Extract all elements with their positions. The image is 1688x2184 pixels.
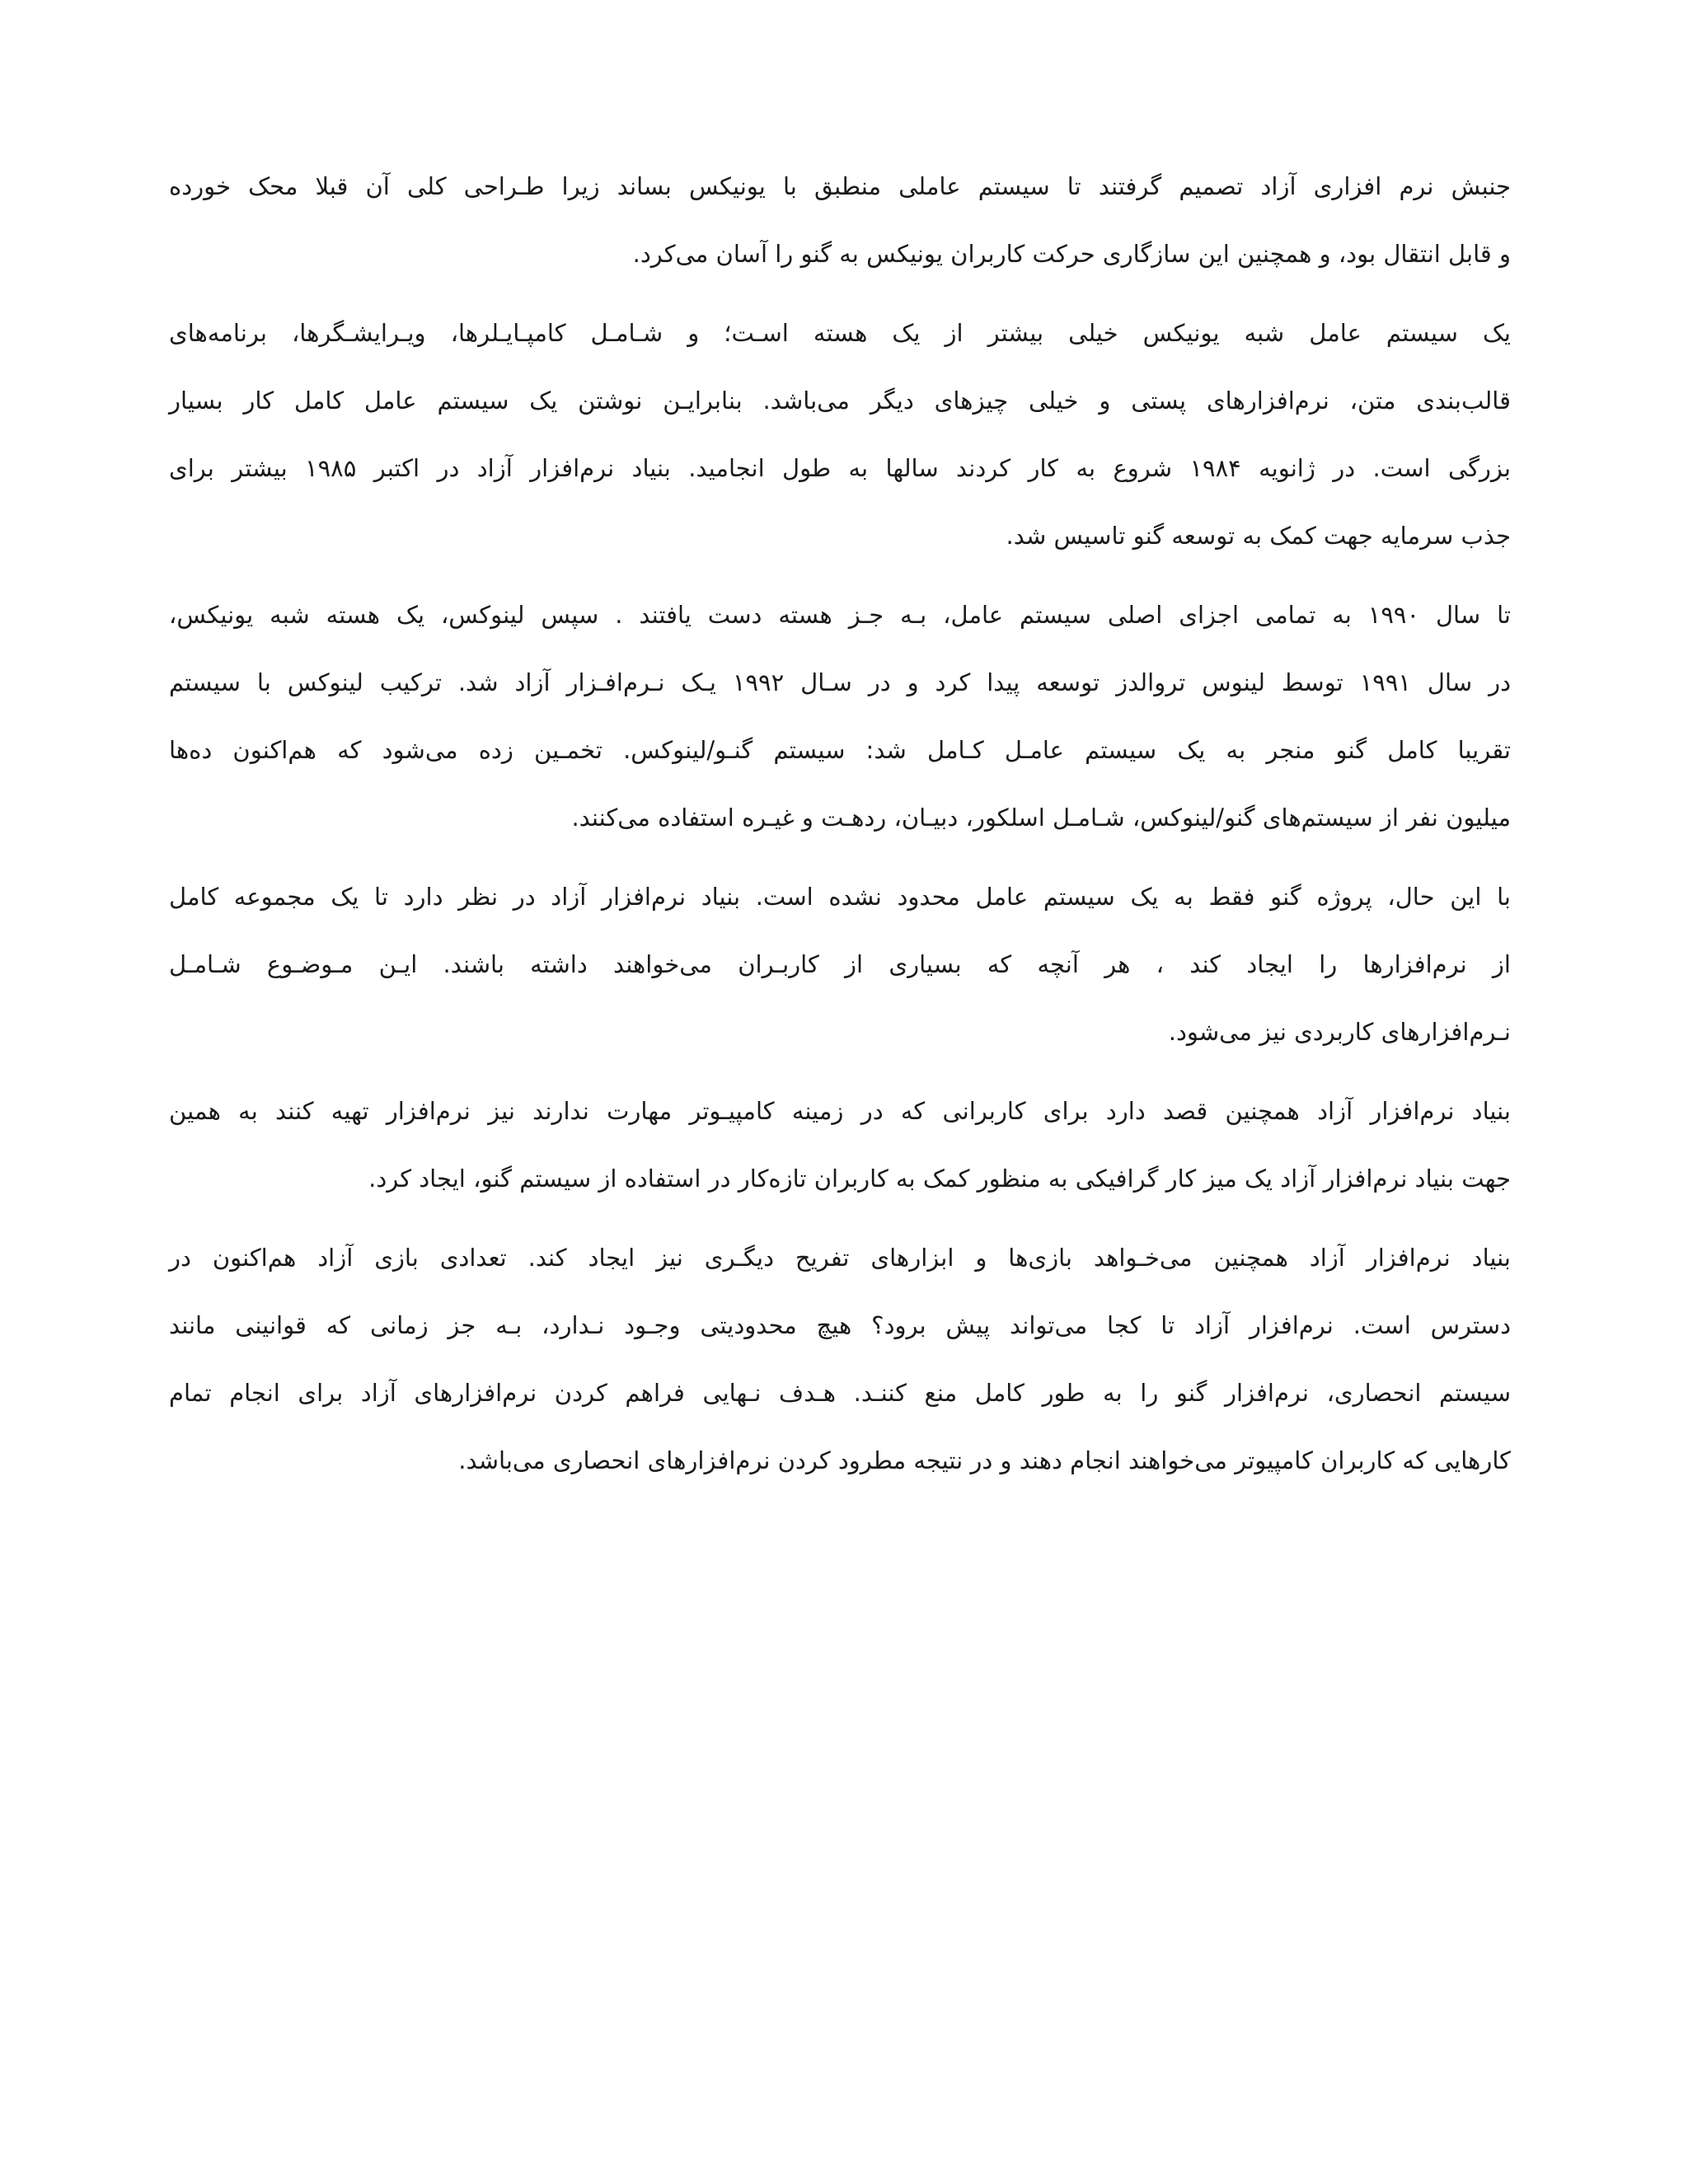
text-line: تقریبا کامل گنو منجر به یک سیستم عامـل کـامل شد: سیستم گنـو/لینوکس. تخمـین زده می‌شود که هم‌اکنون ده‌ها — [169, 736, 1511, 764]
text-line: بنیاد نرم‌افزار آزاد همچنین می‌خـواهد بازی‌ها و ابزارهای تفریح دیگـری نیز ایجاد کند. تعدادی بازی آزاد هم‌اکنون در — [169, 1244, 1511, 1272]
paragraph-1 — [169, 152, 1511, 288]
text-line: دسترس است. نرم‌افزار آزاد تا کجا می‌تواند پیش برود؟ هیچ محدودیتی وجـود نـدارد، بـه جز زمانی که قوانینی مانند — [169, 1311, 1511, 1339]
text-line: یک سیستم عامل شبه یونیکس خیلی بیشتر از یک هسته اسـت؛ و شـامـل کامپـایـلرها، ویـرایشـگرها، برنامه‌های — [169, 319, 1511, 347]
paragraph-4 — [169, 863, 1511, 1066]
paragraph-2 — [169, 299, 1511, 569]
text-line: بنیاد نرم‌افزار آزاد همچنین قصد دارد برای کاربرانی که در زمینه کامپیـوتر مهارت ندارند نیز نرم‌افزار تهیه کنند به همین — [169, 1097, 1511, 1125]
text-line: قالب‌بندی متن، نرم‌افزارهای پستی و خیلی چیزهای دیگر می‌باشد. بنابرایـن نوشتن یک سیستم عامل کامل کار بسیار — [169, 387, 1511, 415]
text-line: با این حال، پروژه گنو فقط به یک سیستم عامل محدود نشده است. بنیاد نرم‌افزار آزاد در نظر دارد تا یک مجموعه کامل — [169, 883, 1511, 911]
text-line: تا سال ۱۹۹۰ به تمامی اجزای اصلی سیستم عامل، بـه جـز هسته دست یافتند . سپس لینوکس، یک هسته شبه یونیکس، — [169, 601, 1511, 629]
body-text — [169, 152, 1511, 1506]
text-line: بزرگی است. در ژانویه ۱۹۸۴ شروع به کار کردند سالها به طول انجامید. بنیاد نرم‌افزار آزاد در اکتبر ۱۹۸۵ بیشتر برای — [169, 454, 1511, 482]
text-line: میلیون نفر از سیستم‌های گنو/لینوکس، شـامـل اسلکور، دبیـان، ردهـت و غیـره استفاده می‌کنند. — [571, 804, 1511, 832]
text-line: و قابل انتقال بود، و همچنین این سازگاری حرکت کاربران یونیکس به گنو را آسان می‌کرد. — [632, 240, 1511, 268]
text-line: جنبش نرم افزاری آزاد تصمیم گرفتند تا سیستم عاملی منطبق با یونیکس بساند زیرا طـراحی کلی آن قبلا محک خورده — [169, 172, 1511, 200]
text-line: سیستم انحصاری، نرم‌افزار گنو را به طور کامل منع کننـد. هـدف نـهایی فراهم کردن نرم‌افزارهای آزاد برای انجام تمام — [169, 1379, 1511, 1407]
text-line: کارهایی که کاربران کامپیوتر می‌خواهند انجام دهند و در نتیجه مطرود کردن نرم‌افزارهای انحصاری می‌باشد. — [458, 1446, 1511, 1474]
text-line: نـرم‌افزارهای کاربردی نیز می‌شود. — [1168, 1018, 1511, 1046]
text-line: جذب سرمایه جهت کمک به توسعه گنو تاسیس شد. — [1006, 522, 1511, 550]
paragraph-6 — [169, 1224, 1511, 1494]
paragraph-5 — [169, 1077, 1511, 1212]
text-line: از نرم‌افزارها را ایجاد کند ، هر آنچه که بسیاری از کاربـران می‌خواهند داشته باشند. ایـن مـوضـوع شـامـل — [169, 950, 1511, 978]
text-line: جهت بنیاد نرم‌افزار آزاد یک میز کار گرافیکی به منظور کمک به کاربران تازه‌کار در استفاده از سیستم گنو، ایجاد کرد. — [368, 1165, 1511, 1193]
paragraph-3 — [169, 581, 1511, 851]
text-line: در سال ۱۹۹۱ توسط لینوس تروالدز توسعه پیدا کرد و در سـال ۱۹۹۲ یـک نـرم‌افـزار آزاد شد. ترکیب لینوکس با سیستم — [169, 668, 1511, 696]
